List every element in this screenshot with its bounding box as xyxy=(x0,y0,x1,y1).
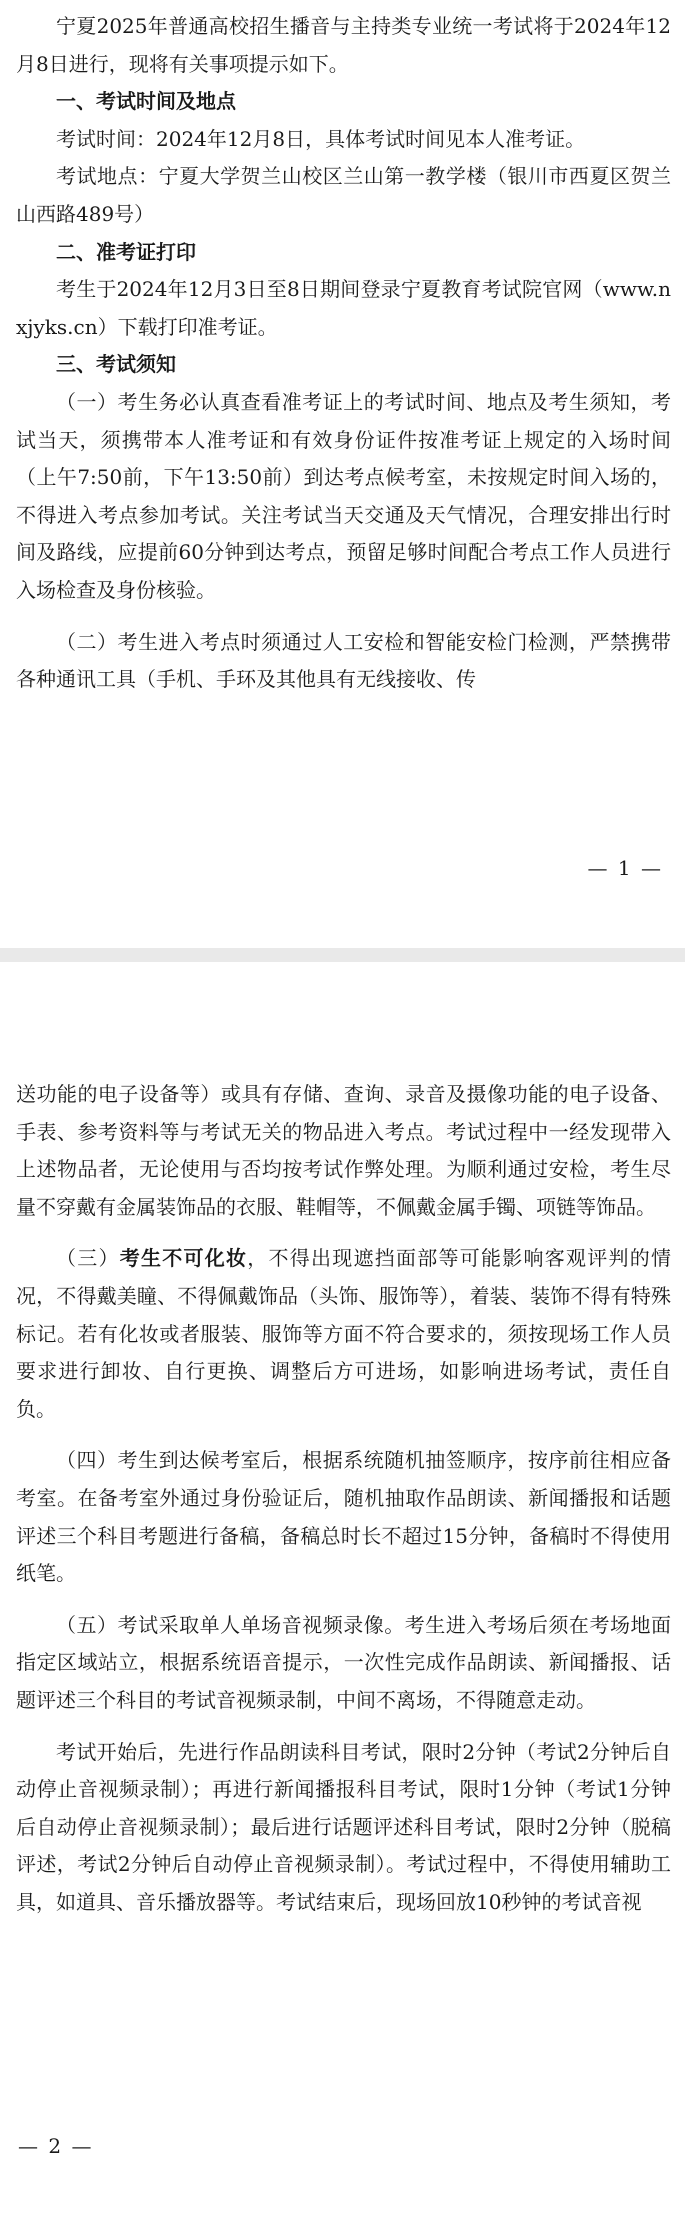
notice-item-1: （一）考生务必认真查看准考证上的考试时间、地点及考生须知，考试当天，须携带本人准考证和有效身份证件按准考证上规定的入场时间（上午7:50前，下午13:50前）到达考点候考室，未按规定时间入场的，不得进入考点参加考试。关注考试当天交通及天气情况，合理安排出行时间及路线，应提前60分钟到达考点，预留足够时间配合考点工作人员进行入场检查及身份核验。 xyxy=(16,389,671,602)
intro-paragraph: 宁夏2025年普通高校招生播音与主持类专业统一考试将于2024年12月8日进行，现将有关事项提示如下。 xyxy=(16,14,671,76)
page-1 xyxy=(0,0,685,948)
item-3-text: ，不得出现遮挡面部等可能影响客观评判的情况，不得戴美瞳、不得佩戴饰品（头饰、服饰等），着装、装饰不得有特殊标记。若有化妆或者服装、服饰等方面不符合要求的，须按现场工作人员要求进行卸妆、自行更换、调整后方可进场，如影响进场考试，责任自负。 xyxy=(16,1246,671,1421)
notice-item-5: （五）考试采取单人单场音视频录像。考生进入考场后须在考场地面指定区域站立，根据系统语音提示，一次性完成作品朗读、新闻播报、话题评述三个科目的考试音视频录制，中间不离场，不得随意走动。 xyxy=(16,1612,671,1712)
section-3-heading: 三、考试须知 xyxy=(56,352,176,377)
exam-place-paragraph: 考试地点：宁夏大学贺兰山校区兰山第一教学楼（银川市西夏区贺兰山西路489号） xyxy=(16,164,671,226)
exam-time-paragraph: 考试时间：2024年12月8日，具体考试时间见本人准考证。 xyxy=(56,126,586,151)
section-2-heading: 二、准考证打印 xyxy=(56,239,196,264)
notice-item-3 xyxy=(16,1240,671,1428)
item-3-bold-phrase: 考生不可化妆 xyxy=(119,1246,248,1271)
notice-item-5-continued: 考试开始后，先进行作品朗读科目考试，限时2分钟（考试2分钟后自动停止音视频录制）；再进行新闻播报科目考试，限时1分钟（考试1分钟后自动停止音视频录制）；最后进行话题评述科目考试，限时2分钟（脱稿评述，考试2分钟后自动停止音视频录制）。考试过程中，不得使用辅助工具，如道具、音乐播放器等。考试结束后，现场回放10秒钟的考试音视 xyxy=(16,1739,671,1914)
page-2 xyxy=(0,962,685,2219)
page-number: — 2 — xyxy=(18,2134,94,2158)
notice-item-4: （四）考生到达候考室后，根据系统随机抽签顺序，按序前往相应备考室。在备考室外通过身份验证后，随机抽取作品朗读、新闻播报和话题评述三个科目考题进行备稿，备稿总时长不超过15分钟，备稿时不得使用纸笔。 xyxy=(16,1448,671,1586)
admission-ticket-paragraph: 考生于2024年12月3日至8日期间登录宁夏教育考试院官网（www.nxjyks.cn）下载打印准考证。 xyxy=(16,277,671,339)
section-1-heading: 一、考试时间及地点 xyxy=(56,89,236,114)
page-number: — 1 — xyxy=(587,856,663,880)
notice-item-2-start: （二）考生进入考点时须通过人工安检和智能安检门检测，严禁携带各种通讯工具（手机、手环及其他具有无线接收、传 xyxy=(16,629,671,692)
item-3-prefix: （三） xyxy=(56,1246,120,1271)
notice-item-2-continued: 送功能的电子设备等）或具有存储、查询、录音及摄像功能的电子设备、手表、参考资料等与考试无关的物品进入考点。考试过程中一经发现带入上述物品者，无论使用与否均按考试作弊处理。为顺利通过安检，考生尽量不穿戴有金属装饰品的衣服、鞋帽等，不佩戴金属手镯、项链等饰品。 xyxy=(16,1082,671,1219)
